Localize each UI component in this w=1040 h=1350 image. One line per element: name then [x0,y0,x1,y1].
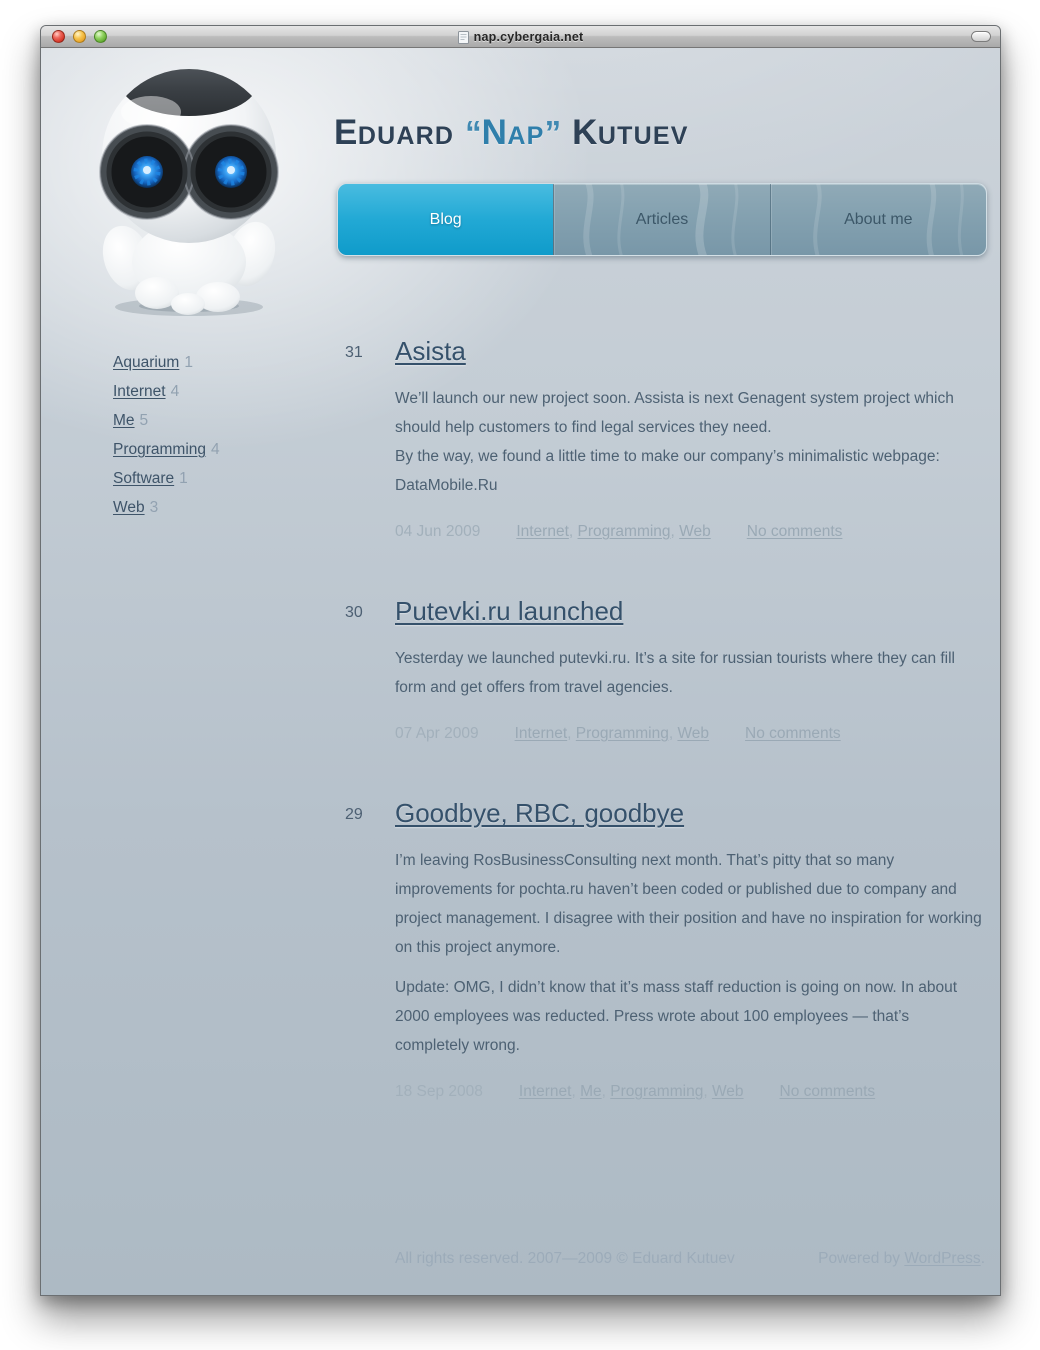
page-content [41,48,1000,1295]
main-navigation [337,183,987,256]
browser-window [40,25,1001,1296]
site-nickname-part: N [481,113,508,152]
post-title-link[interactable]: Asista [395,336,466,366]
category-link[interactable]: Aquarium [113,354,180,371]
post-title-link[interactable]: Putevki.ru launched [395,596,624,626]
post-putevki [345,595,993,743]
post-main [395,335,993,541]
sidebar-item-aquarium [113,348,220,377]
sidebar-item-programming [113,435,220,464]
comments-link[interactable]: No comments [746,523,843,540]
sidebar-item-me [113,406,220,435]
post-body [395,846,983,1060]
post-number: 29 [345,806,363,823]
post-date: 07 Apr 2009 [395,725,479,742]
post-categories [519,1083,744,1101]
category-link[interactable]: Programming [113,441,207,458]
category-count: 1 [179,470,188,487]
post-paragraph [395,846,983,962]
window-title: nap.cybergaia.net [473,30,584,44]
wordpress-link[interactable]: WordPress [904,1250,981,1267]
post-meta [395,725,993,743]
post-goodbye-rbc [345,797,993,1101]
category-count: 5 [139,412,149,429]
post-body [395,384,983,500]
category-link[interactable]: Programming [575,725,669,742]
post-date: 18 Sep 2008 [395,1083,483,1100]
category-link[interactable]: Internet [113,383,166,400]
sidebar-item-software [113,464,220,493]
window-titlebar[interactable] [41,26,1000,48]
category-link[interactable]: Internet [518,1083,572,1100]
toolbar-toggle-icon[interactable] [971,31,991,42]
site-title-part: E [334,113,358,152]
nav-tab-label: Blog [429,210,462,228]
post-main [395,797,993,1101]
site-nickname-part: AP [507,122,545,150]
post-text: I’m leaving RosBusinessConsulting next month. That’s pitty that so many improvements for pochta.ru haven’t been coded or published due to company and project management. I disagree with their position and have no inspiration for working on this project anymore. [395,852,982,956]
post-categories [515,725,709,743]
post-paragraph [395,384,983,500]
category-link[interactable]: Programming [577,523,671,540]
comments-link[interactable]: No comments [745,725,841,742]
post-text: Yesterday we launched putevki.ru. It’s a site for russian tourists where they can fill form and get offers from travel agencies. [395,650,956,696]
post-text: By the way, we found a little time to make our company’s minimalistic webpage: DataMobile.Ru [395,448,940,494]
site-title-part: UTUEV [597,122,689,150]
category-count: 3 [149,499,159,516]
page-proxy-icon[interactable] [458,31,469,44]
robot-mascot-logo[interactable] [89,60,289,320]
post-main [395,595,993,743]
post-number: 30 [345,604,363,621]
category-link[interactable]: Internet [514,725,568,742]
sidebar-item-web [113,493,220,522]
nav-tab-about-me[interactable] [770,184,986,255]
nav-tab-articles[interactable] [553,184,769,255]
titlebar-center [41,26,1000,48]
post-title-link[interactable]: Goodbye, RBC, goodbye [395,798,685,828]
category-link[interactable]: Me [580,1083,602,1100]
powered-by-prefix: Powered by [818,1250,905,1267]
category-link[interactable]: Web [679,523,711,540]
nav-tab-label: About me [844,210,913,228]
post-paragraph [395,973,983,1060]
post-meta [395,523,993,541]
category-link[interactable]: Programming [610,1083,704,1100]
copyright-text: All rights reserved. 2007—2009 © Eduard Kutuev [395,1250,735,1267]
post-text: Update: OMG, I didn’t know that it’s mass staff reduction is going on now. In about 2000 employees was reducted. Press wrote about 100 employees — that’s completely wrong. [395,979,958,1054]
open-quote: “ [465,114,482,151]
post-meta [395,1083,993,1101]
category-count: 4 [170,383,180,400]
nav-tab-blog[interactable] [338,184,553,255]
category-link[interactable]: Web [711,1083,744,1100]
category-link[interactable]: Me [113,412,135,429]
post-asista [345,335,993,541]
site-title-part: DUARD [357,122,455,150]
category-sidebar [113,348,220,522]
sidebar-item-internet [113,377,220,406]
post-date: 04 Jun 2009 [395,523,481,540]
powered-by [818,1250,985,1268]
close-quote: ” [544,114,562,151]
page-footer [395,1250,985,1268]
category-link[interactable]: Web [677,725,710,742]
category-link[interactable]: Internet [516,523,569,540]
category-count: 1 [184,354,193,371]
powered-by-suffix: . [980,1250,985,1267]
site-title-part: K [572,113,598,152]
post-text: We’ll launch our new project soon. Assista is next Genagent system project which should help customers to find legal services they need. [395,390,954,436]
site-title [334,110,689,159]
post-categories [516,523,710,541]
post-paragraph [395,644,983,702]
nav-tab-label: Articles [635,210,689,228]
category-count: 4 [211,441,220,458]
post-number: 31 [345,344,363,361]
post-list [345,335,993,1155]
comments-link[interactable]: No comments [779,1083,876,1100]
category-link[interactable]: Web [113,499,145,516]
post-body [395,644,983,702]
category-link[interactable]: Software [113,470,175,487]
